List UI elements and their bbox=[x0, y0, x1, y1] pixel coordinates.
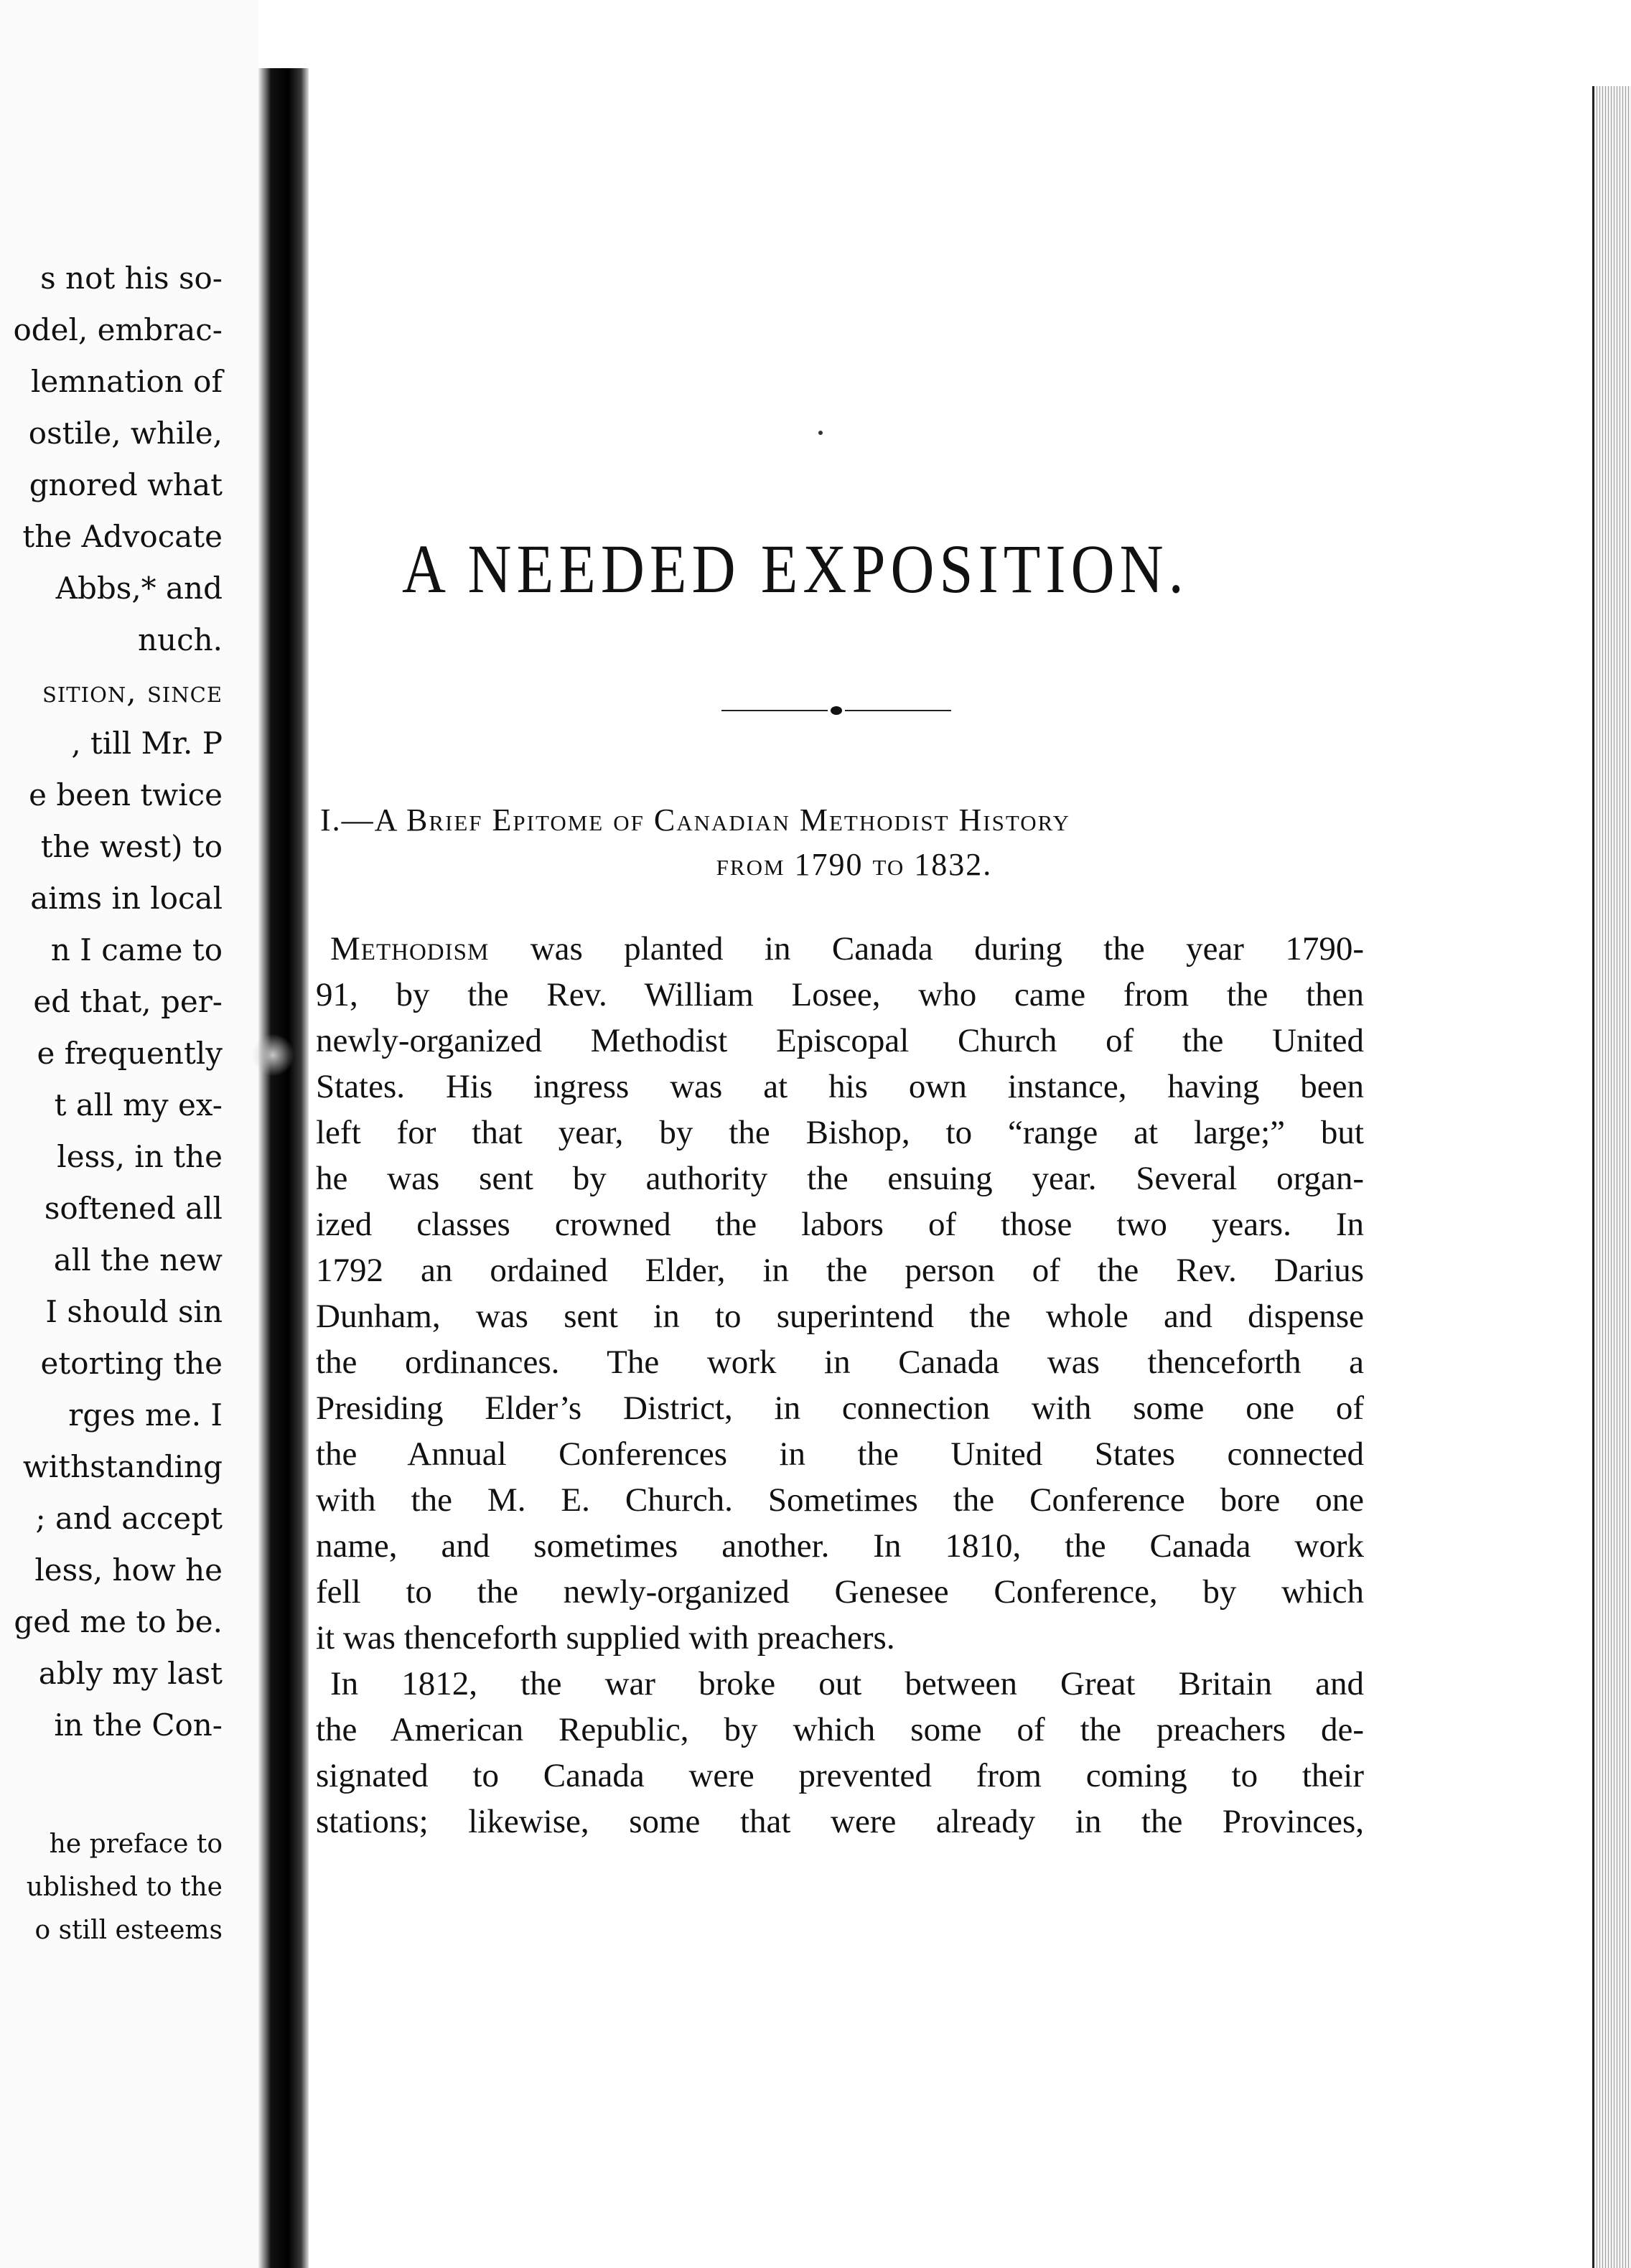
body-line: with the M. E. Church. Sometimes the Conference bore one bbox=[316, 1481, 1364, 1519]
body-line: stations; likewise, some that were already in the Provinces, bbox=[316, 1803, 1364, 1840]
body-line: 91, by the Rev. William Losee, who came from the then bbox=[316, 976, 1364, 1013]
body-text bbox=[316, 926, 1364, 1845]
left-line: the west) to bbox=[40, 829, 223, 864]
left-line: etorting the bbox=[40, 1346, 223, 1381]
left-line: nuch. bbox=[137, 622, 223, 657]
left-line: sition, since bbox=[42, 674, 223, 709]
left-line: the Advocate bbox=[22, 519, 223, 554]
left-line: odel, embrac- bbox=[13, 312, 223, 347]
left-line: Abbs,* and bbox=[55, 571, 223, 606]
left-line: ged me to be. bbox=[14, 1604, 223, 1639]
left-line: less, in the bbox=[57, 1139, 223, 1174]
footnote-line: ublished to the bbox=[26, 1873, 223, 1902]
left-line: s not his so- bbox=[40, 261, 223, 296]
body-line: Presiding Elder’s District, in connection with some one of bbox=[316, 1390, 1364, 1427]
gutter-top-margin bbox=[258, 0, 309, 68]
body-line: it was thenceforth supplied with preachers. bbox=[316, 1619, 895, 1657]
section-heading-line-1: I.—A Brief Epitome of Canadian Methodist History bbox=[320, 802, 1070, 838]
body-line: In 1812, the war broke out between Great Britain and bbox=[330, 1665, 1364, 1702]
title-ornament-rule bbox=[721, 706, 951, 716]
book-gutter bbox=[258, 0, 309, 2268]
left-line: e frequently bbox=[37, 1036, 223, 1071]
body-lead-word: Methodism bbox=[330, 930, 490, 967]
body-line: States. His ingress was at his own instance, having been bbox=[316, 1068, 1364, 1105]
left-line: aims in local bbox=[30, 881, 223, 916]
left-line: ed that, per- bbox=[33, 984, 223, 1019]
left-line: all the new bbox=[53, 1242, 223, 1278]
body-line: name, and sometimes another. In 1810, the Canada work bbox=[316, 1527, 1364, 1565]
left-line: t all my ex- bbox=[54, 1087, 223, 1123]
ornament-center-dot bbox=[831, 706, 842, 715]
body-line: the ordinances. The work in Canada was thenceforth a bbox=[316, 1344, 1364, 1381]
left-line: rges me. I bbox=[68, 1397, 223, 1433]
left-line: e been twice bbox=[29, 777, 223, 812]
footnote-line: he preface to bbox=[49, 1829, 223, 1859]
left-line: I should sin bbox=[45, 1294, 223, 1329]
body-line: left for that year, by the Bishop, to “range at large;” but bbox=[316, 1114, 1364, 1151]
section-heading-line-2: from 1790 to 1832. bbox=[716, 847, 993, 882]
left-page-footnote bbox=[27, 1823, 223, 1952]
left-line: withstanding bbox=[22, 1449, 223, 1484]
left-line: lemnation of bbox=[30, 364, 223, 399]
section-heading bbox=[316, 798, 1393, 887]
body-line: the Annual Conferences in the United States connected bbox=[316, 1435, 1364, 1473]
body-line: signated to Canada were prevented from coming to their bbox=[316, 1757, 1364, 1794]
left-line: in the Con- bbox=[54, 1707, 223, 1743]
body-line: newly-organized Methodist Episcopal Church of the United bbox=[316, 1022, 1364, 1059]
left-line: ostile, while, bbox=[28, 416, 223, 451]
body-line: ized classes crowned the labors of those two years. In bbox=[316, 1206, 1364, 1243]
left-facing-page bbox=[0, 0, 258, 2268]
scan-smudge bbox=[251, 1034, 294, 1077]
ornament-left-rule bbox=[721, 710, 828, 711]
page-stack-edge bbox=[1592, 86, 1631, 2268]
left-line: ably my last bbox=[38, 1656, 223, 1691]
left-line: ; and accept bbox=[35, 1501, 223, 1536]
ink-speck bbox=[818, 431, 823, 435]
footnote-line: o still esteems bbox=[34, 1916, 223, 1945]
ornament-right-rule bbox=[845, 710, 951, 711]
body-line: Dunham, was sent in to superintend the whole and dispense bbox=[316, 1298, 1364, 1335]
chapter-title: A NEEDED EXPOSITION. bbox=[402, 530, 1189, 607]
left-line: gnored what bbox=[29, 467, 223, 502]
body-line-text: was planted in Canada during the year 1790- bbox=[489, 930, 1364, 967]
left-line: softened all bbox=[44, 1191, 223, 1226]
left-line: n I came to bbox=[50, 932, 223, 967]
left-line: less, how he bbox=[34, 1552, 223, 1588]
left-page-text bbox=[13, 253, 223, 1751]
body-line: fell to the newly-organized Genesee Conference, by which bbox=[316, 1573, 1364, 1611]
body-line bbox=[316, 926, 1364, 972]
left-line: , till Mr. P bbox=[71, 726, 223, 761]
body-line: 1792 an ordained Elder, in the person of the Rev. Darius bbox=[316, 1252, 1364, 1289]
body-line: the American Republic, by which some of the preachers de- bbox=[316, 1711, 1364, 1748]
body-line: he was sent by authority the ensuing year. Several organ- bbox=[316, 1160, 1364, 1197]
